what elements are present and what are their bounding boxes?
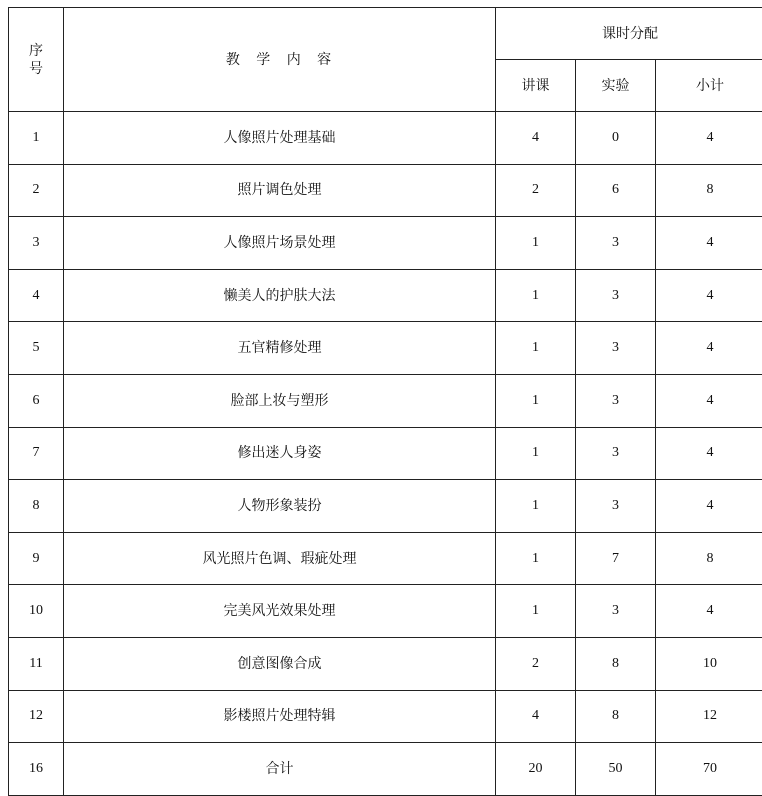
header-content-label: 教 学 内 容 — [226, 52, 337, 68]
table-row — [9, 217, 762, 270]
subtotal-cell: 8 — [656, 532, 762, 585]
lecture-cell: 2 — [496, 637, 576, 690]
lecture-cell: 1 — [496, 217, 576, 270]
lecture-cell: 1 — [496, 532, 576, 585]
subtotal-cell: 4 — [656, 112, 762, 165]
table-row — [9, 322, 762, 375]
content-cell: 风光照片色调、瑕疵处理 — [64, 532, 496, 585]
seq-cell: 12 — [9, 690, 64, 743]
table-row — [9, 164, 762, 217]
header-hours-group: 课时分配 — [496, 8, 762, 60]
header-lab: 实验 — [576, 60, 656, 112]
subtotal-cell: 4 — [656, 374, 762, 427]
header-row-1 — [9, 8, 762, 60]
content-cell: 脸部上妆与塑形 — [64, 374, 496, 427]
lecture-cell: 1 — [496, 585, 576, 638]
table-row — [9, 690, 762, 743]
seq-cell: 8 — [9, 480, 64, 533]
lecture-cell: 4 — [496, 690, 576, 743]
lecture-cell: 1 — [496, 427, 576, 480]
table-row — [9, 427, 762, 480]
content-cell: 修出迷人身姿 — [64, 427, 496, 480]
lab-cell: 3 — [576, 217, 656, 270]
subtotal-cell: 8 — [656, 164, 762, 217]
lecture-cell: 20 — [496, 743, 576, 796]
subtotal-cell: 4 — [656, 585, 762, 638]
seq-cell: 16 — [9, 743, 64, 796]
seq-cell: 7 — [9, 427, 64, 480]
subtotal-cell: 10 — [656, 637, 762, 690]
content-cell: 人像照片处理基础 — [64, 112, 496, 165]
table-row — [9, 637, 762, 690]
header-seq-line1: 序 — [9, 42, 63, 60]
lab-cell: 3 — [576, 322, 656, 375]
content-cell: 五官精修处理 — [64, 322, 496, 375]
lecture-cell: 1 — [496, 269, 576, 322]
content-cell: 照片调色处理 — [64, 164, 496, 217]
course-hours-table — [8, 7, 762, 796]
table-row — [9, 480, 762, 533]
seq-cell: 1 — [9, 112, 64, 165]
lab-cell: 6 — [576, 164, 656, 217]
table-row — [9, 269, 762, 322]
seq-cell: 3 — [9, 217, 64, 270]
header-lecture: 讲课 — [496, 60, 576, 112]
lecture-cell: 4 — [496, 112, 576, 165]
lab-cell: 7 — [576, 532, 656, 585]
seq-cell: 2 — [9, 164, 64, 217]
seq-cell: 5 — [9, 322, 64, 375]
total-row — [9, 743, 762, 796]
subtotal-cell: 4 — [656, 480, 762, 533]
lab-cell: 8 — [576, 637, 656, 690]
table-row — [9, 112, 762, 165]
seq-cell: 6 — [9, 374, 64, 427]
content-cell: 人物形象装扮 — [64, 480, 496, 533]
subtotal-cell: 4 — [656, 269, 762, 322]
subtotal-cell: 70 — [656, 743, 762, 796]
lab-cell: 50 — [576, 743, 656, 796]
lab-cell: 3 — [576, 269, 656, 322]
seq-cell: 9 — [9, 532, 64, 585]
content-cell: 人像照片场景处理 — [64, 217, 496, 270]
lab-cell: 3 — [576, 374, 656, 427]
lecture-cell: 2 — [496, 164, 576, 217]
subtotal-cell: 4 — [656, 217, 762, 270]
lab-cell: 8 — [576, 690, 656, 743]
lab-cell: 3 — [576, 585, 656, 638]
seq-cell: 11 — [9, 637, 64, 690]
content-cell: 影楼照片处理特辑 — [64, 690, 496, 743]
subtotal-cell: 12 — [656, 690, 762, 743]
header-seq-line2: 号 — [9, 60, 63, 78]
seq-cell: 4 — [9, 269, 64, 322]
table-row — [9, 585, 762, 638]
lab-cell: 3 — [576, 427, 656, 480]
content-cell: 懒美人的护肤大法 — [64, 269, 496, 322]
table-row — [9, 374, 762, 427]
lecture-cell: 1 — [496, 322, 576, 375]
lab-cell: 0 — [576, 112, 656, 165]
content-cell: 创意图像合成 — [64, 637, 496, 690]
header-content-cell — [64, 8, 496, 112]
lecture-cell: 1 — [496, 480, 576, 533]
content-cell: 完美风光效果处理 — [64, 585, 496, 638]
seq-cell: 10 — [9, 585, 64, 638]
header-subtotal: 小计 — [656, 60, 762, 112]
lab-cell: 3 — [576, 480, 656, 533]
header-seq-cell — [9, 8, 64, 112]
subtotal-cell: 4 — [656, 427, 762, 480]
lecture-cell: 1 — [496, 374, 576, 427]
table-row — [9, 532, 762, 585]
subtotal-cell: 4 — [656, 322, 762, 375]
content-cell: 合计 — [64, 743, 496, 796]
